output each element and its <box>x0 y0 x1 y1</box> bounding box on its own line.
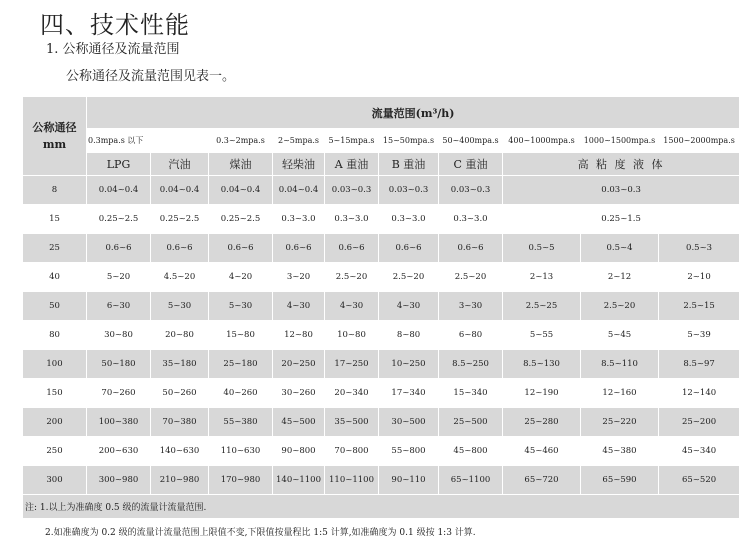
flow-cell: 2.5~20 <box>439 263 503 292</box>
flow-cell: 210~980 <box>151 466 209 495</box>
viscosity-range: 1000~1500mpa.s <box>581 129 659 153</box>
row-dn: 80 <box>23 321 87 350</box>
table-row <box>23 321 740 350</box>
flow-cell: 2~10 <box>659 263 740 292</box>
flow-cell: 70~800 <box>325 437 379 466</box>
flow-cell: 4.5~20 <box>151 263 209 292</box>
flow-cell: 12~160 <box>581 379 659 408</box>
flow-cell: 0.03~0.3 <box>325 176 379 205</box>
flow-cell: 0.04~0.4 <box>273 176 325 205</box>
flow-cell-high-viscosity: 0.03~0.3 <box>503 176 740 205</box>
flow-range-header: 流量范围(m³/h) <box>87 97 740 129</box>
nominal-diameter-label: 公称通径 <box>32 121 77 134</box>
flow-cell: 0.6~6 <box>87 234 151 263</box>
flow-cell: 17~340 <box>379 379 439 408</box>
flow-cell: 0.5~4 <box>581 234 659 263</box>
flow-cell: 45~460 <box>503 437 581 466</box>
flow-cell: 0.6~6 <box>379 234 439 263</box>
flow-cell: 4~30 <box>379 292 439 321</box>
flow-cell: 25~280 <box>503 408 581 437</box>
flow-cell: 0.04~0.4 <box>87 176 151 205</box>
flow-cell: 2.5~20 <box>379 263 439 292</box>
flow-cell: 10~250 <box>379 350 439 379</box>
flow-cell: 200~630 <box>87 437 151 466</box>
flow-cell: 0.25~2.5 <box>87 205 151 234</box>
viscosity-range: 50~400mpa.s <box>439 129 503 153</box>
flow-cell: 0.6~6 <box>325 234 379 263</box>
fuel-b-heavy-oil: B 重油 <box>379 153 439 176</box>
fuel-high-viscosity: 高 粘 度 液 体 <box>503 153 740 176</box>
flow-cell: 45~800 <box>439 437 503 466</box>
footnote-2: 2.如准确度为 0.2 级的流量计流量范围上限值不变,下限值按量程比 1:5 计算,如准确度为 0.1 级按 1:3 计算. <box>23 519 740 545</box>
flow-cell: 45~380 <box>581 437 659 466</box>
row-dn: 300 <box>23 466 87 495</box>
row-dn: 40 <box>23 263 87 292</box>
flow-cell: 20~340 <box>325 379 379 408</box>
flow-cell: 5~30 <box>151 292 209 321</box>
flow-cell: 0.03~0.3 <box>439 176 503 205</box>
footnote-1: 注: 1.以上为准确度 0.5 级的流量计流量范围. <box>23 495 740 519</box>
table-row <box>23 466 740 495</box>
flow-cell: 6~30 <box>87 292 151 321</box>
flow-cell: 0.3~3.0 <box>273 205 325 234</box>
flow-cell: 40~260 <box>209 379 273 408</box>
table-row <box>23 350 740 379</box>
table-row <box>23 379 740 408</box>
table-row <box>23 263 740 292</box>
intro-text: 公称通径及流量范围见表一。 <box>66 69 236 84</box>
flow-cell: 8.5~110 <box>581 350 659 379</box>
data-rows <box>23 234 740 495</box>
table-row <box>23 234 740 263</box>
flow-cell: 5~45 <box>581 321 659 350</box>
flow-cell: 0.03~0.3 <box>379 176 439 205</box>
flow-cell: 15~80 <box>209 321 273 350</box>
flow-cell: 3~30 <box>439 292 503 321</box>
row-dn: 25 <box>23 234 87 263</box>
flow-cell: 4~20 <box>209 263 273 292</box>
flow-cell: 8.5~130 <box>503 350 581 379</box>
flow-cell: 25~500 <box>439 408 503 437</box>
viscosity-range: 0.3~2mpa.s <box>209 129 273 153</box>
flow-cell: 70~260 <box>87 379 151 408</box>
viscosity-range: 0.3mpa.s 以下 <box>87 129 151 153</box>
flow-cell: 0.6~6 <box>151 234 209 263</box>
flow-cell: 8.5~97 <box>659 350 740 379</box>
subsection-heading: 1. 公称通径及流量范围 <box>46 42 180 57</box>
flow-cell: 65~1100 <box>439 466 503 495</box>
table-row <box>23 408 740 437</box>
flow-cell: 110~1100 <box>325 466 379 495</box>
table-row <box>23 292 740 321</box>
flow-cell: 300~980 <box>87 466 151 495</box>
fuel-lpg: LPG <box>87 153 151 176</box>
viscosity-range: 1500~2000mpa.s <box>659 129 740 153</box>
flow-cell: 5~39 <box>659 321 740 350</box>
flow-cell: 17~250 <box>325 350 379 379</box>
fuel-c-heavy-oil: C 重油 <box>439 153 503 176</box>
flow-cell: 0.3~3.0 <box>439 205 503 234</box>
flow-cell: 10~80 <box>325 321 379 350</box>
flow-cell: 50~180 <box>87 350 151 379</box>
flow-cell: 4~30 <box>273 292 325 321</box>
table-row <box>23 437 740 466</box>
flow-cell: 30~260 <box>273 379 325 408</box>
table-row <box>23 205 740 234</box>
row-dn: 150 <box>23 379 87 408</box>
flow-cell: 45~500 <box>273 408 325 437</box>
flow-cell: 15~340 <box>439 379 503 408</box>
row-dn: 200 <box>23 408 87 437</box>
flow-cell: 20~80 <box>151 321 209 350</box>
fuel-light-diesel: 轻柴油 <box>273 153 325 176</box>
flow-cell: 70~380 <box>151 408 209 437</box>
flow-cell: 2.5~25 <box>503 292 581 321</box>
flow-cell: 2.5~20 <box>581 292 659 321</box>
flow-cell: 2~12 <box>581 263 659 292</box>
flow-cell: 140~1100 <box>273 466 325 495</box>
row-dn: 8 <box>23 176 87 205</box>
flow-cell: 5~55 <box>503 321 581 350</box>
flow-cell: 0.5~5 <box>503 234 581 263</box>
flow-cell: 100~380 <box>87 408 151 437</box>
fuel-a-heavy-oil: A 重油 <box>325 153 379 176</box>
flow-cell: 2.5~15 <box>659 292 740 321</box>
flow-cell: 12~140 <box>659 379 740 408</box>
flow-cell: 8.5~250 <box>439 350 503 379</box>
flow-cell: 65~590 <box>581 466 659 495</box>
flow-cell: 25~180 <box>209 350 273 379</box>
flow-cell: 170~980 <box>209 466 273 495</box>
viscosity-range: 5~15mpa.s <box>325 129 379 153</box>
flow-cell: 12~80 <box>273 321 325 350</box>
flow-cell: 65~520 <box>659 466 740 495</box>
flow-cell: 55~380 <box>209 408 273 437</box>
viscosity-range-blank <box>151 129 209 153</box>
flow-cell: 0.04~0.4 <box>209 176 273 205</box>
flow-range-table <box>22 96 740 545</box>
flow-cell: 12~190 <box>503 379 581 408</box>
flow-cell: 50~260 <box>151 379 209 408</box>
flow-cell: 3~20 <box>273 263 325 292</box>
viscosity-range: 400~1000mpa.s <box>503 129 581 153</box>
flow-cell: 30~80 <box>87 321 151 350</box>
flow-cell: 90~800 <box>273 437 325 466</box>
row-dn: 15 <box>23 205 87 234</box>
flow-cell: 0.04~0.4 <box>151 176 209 205</box>
viscosity-range: 15~50mpa.s <box>379 129 439 153</box>
flow-cell: 25~220 <box>581 408 659 437</box>
flow-cell: 2.5~20 <box>325 263 379 292</box>
flow-cell: 45~340 <box>659 437 740 466</box>
flow-cell: 90~110 <box>379 466 439 495</box>
flow-cell: 20~250 <box>273 350 325 379</box>
flow-cell: 30~500 <box>379 408 439 437</box>
row-dn: 100 <box>23 350 87 379</box>
fuel-kerosene: 煤油 <box>209 153 273 176</box>
flow-cell: 25~200 <box>659 408 740 437</box>
merged-rows <box>23 176 740 234</box>
flow-cell: 0.3~3.0 <box>379 205 439 234</box>
flow-cell: 5~30 <box>209 292 273 321</box>
row-dn: 50 <box>23 292 87 321</box>
flow-cell: 0.6~6 <box>273 234 325 263</box>
flow-cell: 35~180 <box>151 350 209 379</box>
flow-cell: 0.25~2.5 <box>209 205 273 234</box>
section-heading: 四、技术性能 <box>40 11 190 39</box>
flow-cell: 55~800 <box>379 437 439 466</box>
flow-cell: 140~630 <box>151 437 209 466</box>
flow-cell: 5~20 <box>87 263 151 292</box>
flow-cell: 0.6~6 <box>439 234 503 263</box>
flow-cell: 6~80 <box>439 321 503 350</box>
table-row <box>23 176 740 205</box>
viscosity-range: 2~5mpa.s <box>273 129 325 153</box>
flow-cell: 2~13 <box>503 263 581 292</box>
flow-cell: 65~720 <box>503 466 581 495</box>
flow-cell: 0.6~6 <box>209 234 273 263</box>
flow-cell: 0.3~3.0 <box>325 205 379 234</box>
flow-cell-high-viscosity: 0.25~1.5 <box>503 205 740 234</box>
flow-cell: 35~500 <box>325 408 379 437</box>
nominal-diameter-unit: mm <box>42 138 67 151</box>
fuel-gasoline: 汽油 <box>151 153 209 176</box>
flow-cell: 0.5~3 <box>659 234 740 263</box>
flow-cell: 110~630 <box>209 437 273 466</box>
flow-cell: 8~80 <box>379 321 439 350</box>
flow-cell: 0.25~2.5 <box>151 205 209 234</box>
flow-cell: 4~30 <box>325 292 379 321</box>
row-dn: 250 <box>23 437 87 466</box>
nominal-diameter-header <box>23 97 87 176</box>
